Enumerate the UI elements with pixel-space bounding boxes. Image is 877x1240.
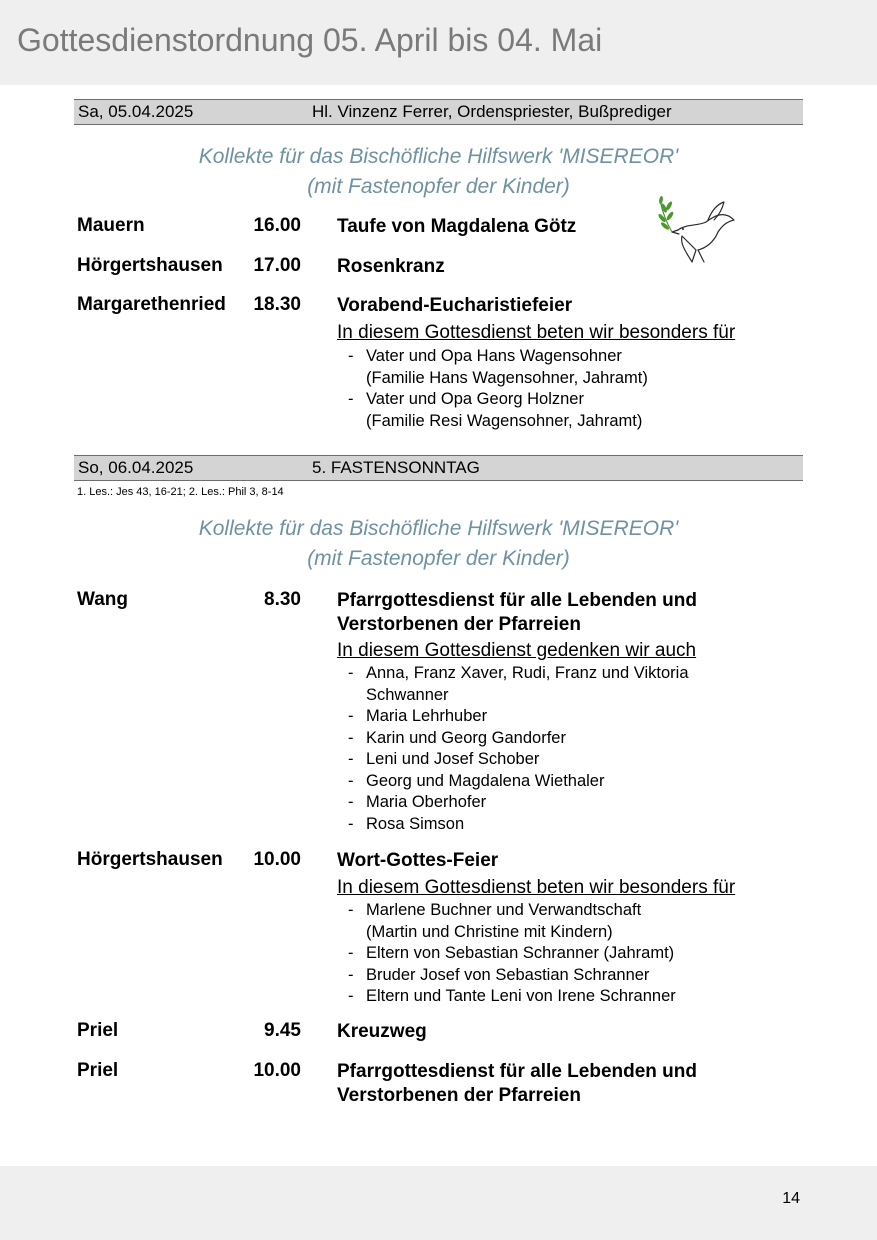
- service-place: Hörgertshausen: [77, 255, 223, 276]
- page-title: Gottesdienstordnung 05. April bis 04. Mai: [17, 22, 603, 58]
- service-title: Pfarrgottesdienst für alle Lebenden und Verstorbenen der Pfarreien: [337, 1061, 697, 1106]
- service-place: Mauern: [77, 215, 145, 236]
- intention-item: - Rosa Simson: [348, 814, 465, 833]
- intention-item: - Anna, Franz Xaver, Rudi, Franz und Viktoria Schwanner: [348, 664, 689, 704]
- service-time: 16.00: [253, 215, 301, 236]
- intention-list: [348, 900, 768, 1008]
- service-time: 17.00: [253, 255, 301, 276]
- intention-item: - Vater und Opa Hans Wagensohner (Familie Hans Wagensohner, Jahramt): [348, 347, 648, 387]
- page-header: [0, 0, 877, 85]
- intention-item: - Georg und Magdalena Wiethaler: [348, 771, 605, 790]
- service-time: 10.00: [253, 849, 301, 870]
- service-time: 8.30: [264, 589, 301, 610]
- intention-item: - Vater und Opa Georg Holzner (Familie Resi Wagensohner, Jahramt): [348, 390, 643, 430]
- service-place: Priel: [77, 1060, 119, 1081]
- service-title: Kreuzweg: [337, 1021, 427, 1042]
- intention-item: - Maria Oberhofer: [348, 793, 487, 811]
- page-footer: [0, 1166, 877, 1240]
- day-date: Sa, 05.04.2025: [78, 102, 194, 121]
- service-time: 9.45: [264, 1020, 301, 1041]
- service-time: 18.30: [253, 294, 301, 315]
- intention-item: - Karin und Georg Gandorfer: [348, 728, 566, 747]
- day-title: Hl. Vinzenz Ferrer, Ordenspriester, Bußprediger: [312, 102, 672, 121]
- intention-item: - Eltern von Sebastian Schranner (Jahramt): [348, 944, 675, 962]
- service-place: Hörgertshausen: [77, 849, 223, 870]
- service-title: Pfarrgottesdienst für alle Lebenden und Verstorbenen der Pfarreien: [337, 590, 697, 635]
- service-time: 10.00: [253, 1060, 301, 1081]
- service-place: Margarethenried: [77, 294, 226, 315]
- service-title: Wort-Gottes-Feier: [337, 850, 499, 871]
- intention-heading: In diesem Gottesdienst beten wir besonders für: [337, 322, 736, 343]
- intention-item: - Bruder Josef von Sebastian Schranner: [348, 965, 650, 984]
- intention-list: [348, 663, 768, 835]
- collection-line: Kollekte für das Bischöfliche Hilfswerk 'MISEREOR': [198, 517, 679, 540]
- day-date: So, 06.04.2025: [78, 458, 194, 477]
- service-title: Vorabend-Eucharistiefeier: [337, 295, 573, 316]
- service-place: Priel: [77, 1020, 119, 1041]
- service-title: Taufe von Magdalena Götz: [337, 216, 577, 237]
- day-header-bar: [74, 99, 803, 125]
- service-title: Rosenkranz: [337, 256, 445, 277]
- intention-list: [348, 346, 768, 432]
- intention-heading: In diesem Gottesdienst beten wir besonders für: [337, 877, 736, 898]
- intention-item: - Eltern und Tante Leni von Irene Schranner: [348, 987, 676, 1005]
- collection-line: Kollekte für das Bischöfliche Hilfswerk 'MISEREOR': [198, 145, 679, 168]
- intention-item: - Marlene Buchner und Verwandtschaft (Martin und Christine mit Kindern): [348, 901, 642, 941]
- collection-line: (mit Fastenopfer der Kinder): [307, 175, 570, 198]
- page-number: 14: [782, 1190, 800, 1207]
- collection-note: [0, 142, 877, 202]
- intention-item: - Leni und Josef Schober: [348, 750, 540, 768]
- day-title: 5. FASTENSONNTAG: [312, 458, 480, 477]
- intention-heading: In diesem Gottesdienst gedenken wir auch: [337, 640, 697, 661]
- collection-line: (mit Fastenopfer der Kinder): [307, 547, 570, 570]
- collection-note: [0, 514, 877, 574]
- service-place: Wang: [77, 589, 129, 610]
- intention-item: - Maria Lehrhuber: [348, 707, 488, 725]
- day-header-bar: [74, 455, 803, 481]
- bible-readings: 1. Les.: Jes 43, 16-21; 2. Les.: Phil 3, 8-14: [77, 486, 284, 498]
